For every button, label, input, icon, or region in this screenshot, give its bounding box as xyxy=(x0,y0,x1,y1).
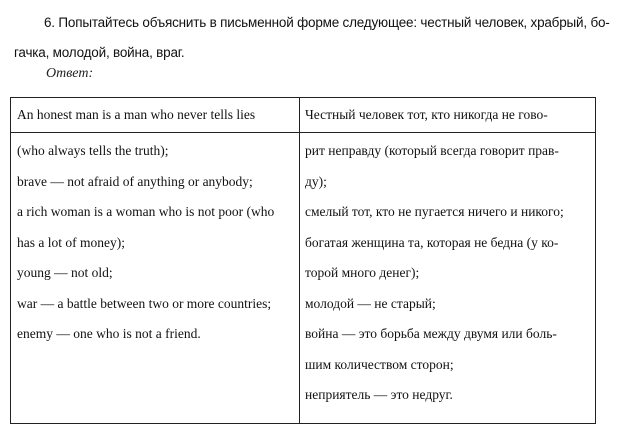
russian-line: богатая женщина та, которая не бедна (у ко- xyxy=(305,234,559,250)
english-column xyxy=(17,136,297,350)
english-line: (who always tells the truth); xyxy=(17,143,169,158)
english-line: young — not old; xyxy=(17,265,113,280)
table-column-divider xyxy=(299,98,300,423)
russian-line: ду); xyxy=(305,173,327,189)
translation-table xyxy=(10,97,596,424)
english-line: a rich woman is a woman who is not poor (who xyxy=(17,204,275,219)
russian-column xyxy=(305,136,595,411)
english-line: brave — not afraid of anything or anybody; xyxy=(17,173,253,189)
task-line-2: гачка, молодой, война, враг. xyxy=(14,45,185,60)
english-line: has a lot of money); xyxy=(17,234,125,250)
table-header-divider xyxy=(11,132,595,133)
russian-line: рит неправду (который всегда говорит прав- xyxy=(305,143,559,158)
russian-line: смелый тот, кто не пугается ничего и никого; xyxy=(305,204,564,219)
task-line-1: 6. Попытайтесь объяснить в письменной форме следующее: честный человек, храбрый, бо- xyxy=(44,15,610,30)
russian-line: неприятель — это недруг. xyxy=(305,387,453,402)
table-header-english: An honest man is a man who never tells lies xyxy=(17,107,256,122)
answer-label: Ответ: xyxy=(46,66,94,81)
english-line: enemy — one who is not a friend. xyxy=(17,326,201,341)
task-text xyxy=(14,8,614,68)
russian-line: торой много денег); xyxy=(305,265,420,280)
table-header-russian: Честный человек тот, кто никогда не гово- xyxy=(305,107,548,122)
russian-line: война — это борьба между двумя или боль- xyxy=(305,326,557,341)
english-line: war — a battle between two or more countries; xyxy=(17,295,272,311)
russian-line: шим количеством сторон; xyxy=(305,356,454,372)
russian-line: молодой — не старый; xyxy=(305,295,436,311)
